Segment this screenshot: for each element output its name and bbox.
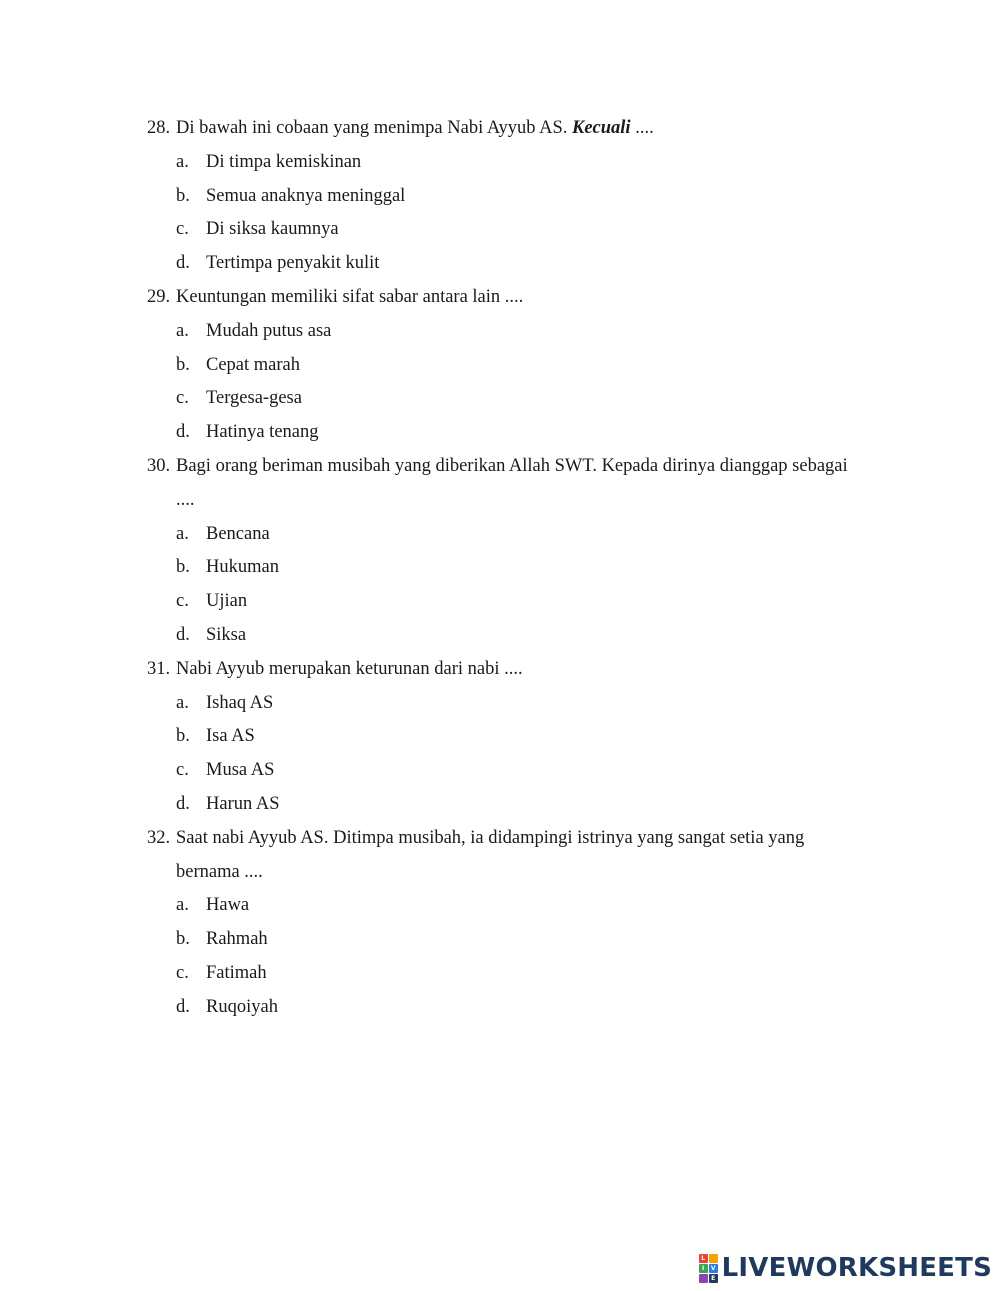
option-text: Hawa	[206, 895, 250, 916]
option-c[interactable]: c. Tergesa-gesa	[176, 382, 867, 416]
option-a[interactable]: a. Di timpa kemiskinan	[176, 146, 867, 180]
option-b[interactable]: b. Rahmah	[176, 923, 867, 957]
question-text: Keuntungan memiliki sifat sabar antara lain ....	[176, 286, 524, 307]
question-text: Di bawah ini cobaan yang menimpa Nabi Ayyub AS. Kecuali ....	[176, 118, 654, 138]
option-d[interactable]: d. Tertimpa penyakit kulit	[176, 247, 867, 281]
question-number: 29.	[147, 286, 171, 307]
option-text: Ruqoiyah	[206, 996, 278, 1017]
option-text: Cepat marah	[206, 354, 300, 375]
answer-options	[147, 146, 867, 281]
option-c[interactable]: c. Fatimah	[176, 957, 867, 991]
question-28	[147, 112, 867, 281]
option-a[interactable]: a. Hawa	[176, 889, 867, 923]
logo-block: I	[699, 1264, 708, 1273]
logo-block	[709, 1254, 718, 1263]
option-c[interactable]: c. Di siksa kaumnya	[176, 213, 867, 247]
liveworksheets-logo	[699, 1253, 992, 1283]
option-text: Di siksa kaumnya	[206, 219, 339, 240]
question-30	[147, 450, 867, 653]
question-32	[147, 822, 867, 1025]
question-number: 30.	[147, 455, 171, 476]
question-text: Nabi Ayyub merupakan keturunan dari nabi ....	[176, 658, 523, 679]
option-text: Ishaq AS	[206, 692, 274, 713]
option-d[interactable]: d. Siksa	[176, 619, 867, 653]
option-text: Ujian	[206, 591, 248, 612]
option-text: Hatinya tenang	[206, 422, 319, 443]
option-b[interactable]: b. Isa AS	[176, 720, 867, 754]
answer-options	[147, 889, 867, 1024]
answer-options	[147, 687, 867, 822]
option-text: Tertimpa penyakit kulit	[206, 253, 380, 274]
option-b[interactable]: b. Cepat marah	[176, 349, 867, 383]
option-text: Isa AS	[206, 726, 255, 747]
option-text: Mudah putus asa	[206, 320, 332, 341]
logo-wordmark: LIVEWORKSHEETS	[721, 1253, 992, 1283]
question-number: 32.	[147, 827, 171, 848]
logo-block: E	[709, 1274, 718, 1283]
question-number: 28.	[147, 118, 171, 138]
option-a[interactable]: a. Bencana	[176, 518, 867, 552]
option-d[interactable]: d. Harun AS	[176, 788, 867, 822]
option-text: Tergesa-gesa	[206, 388, 302, 409]
option-text: Fatimah	[206, 962, 267, 983]
option-text: Bencana	[206, 523, 270, 544]
logo-block	[699, 1274, 708, 1283]
question-number: 31.	[147, 658, 171, 679]
option-c[interactable]: c. Musa AS	[176, 754, 867, 788]
liveworksheets-logo-icon	[699, 1254, 718, 1283]
logo-block: L	[699, 1254, 708, 1263]
option-d[interactable]: d. Hatinya tenang	[176, 416, 867, 450]
logo-block: V	[709, 1264, 718, 1273]
answer-options	[147, 518, 867, 653]
option-text: Harun AS	[206, 793, 280, 814]
option-text: Semua anaknya meninggal	[206, 185, 406, 206]
option-b[interactable]: b. Hukuman	[176, 551, 867, 585]
option-d[interactable]: d. Ruqoiyah	[176, 991, 867, 1025]
option-text: Siksa	[206, 624, 247, 645]
question-31	[147, 653, 867, 822]
option-text: Musa AS	[206, 760, 275, 781]
option-c[interactable]: c. Ujian	[176, 585, 867, 619]
worksheet-questions	[147, 112, 867, 1025]
question-text: Bagi orang beriman musibah yang diberikan Allah SWT. Kepada dirinya dianggap sebagai ....	[176, 455, 848, 510]
question-text: Saat nabi Ayyub AS. Ditimpa musibah, ia didampingi istrinya yang sangat setia yang bernama ....	[176, 827, 805, 882]
option-b[interactable]: b. Semua anaknya meninggal	[176, 180, 867, 214]
question-emphasis: Kecuali	[571, 118, 631, 138]
option-text: Hukuman	[206, 557, 279, 578]
option-a[interactable]: a. Ishaq AS	[176, 687, 867, 721]
answer-options	[147, 315, 867, 450]
option-a[interactable]: a. Mudah putus asa	[176, 315, 867, 349]
question-29	[147, 281, 867, 450]
option-text: Rahmah	[206, 929, 268, 950]
option-text: Di timpa kemiskinan	[206, 151, 362, 172]
